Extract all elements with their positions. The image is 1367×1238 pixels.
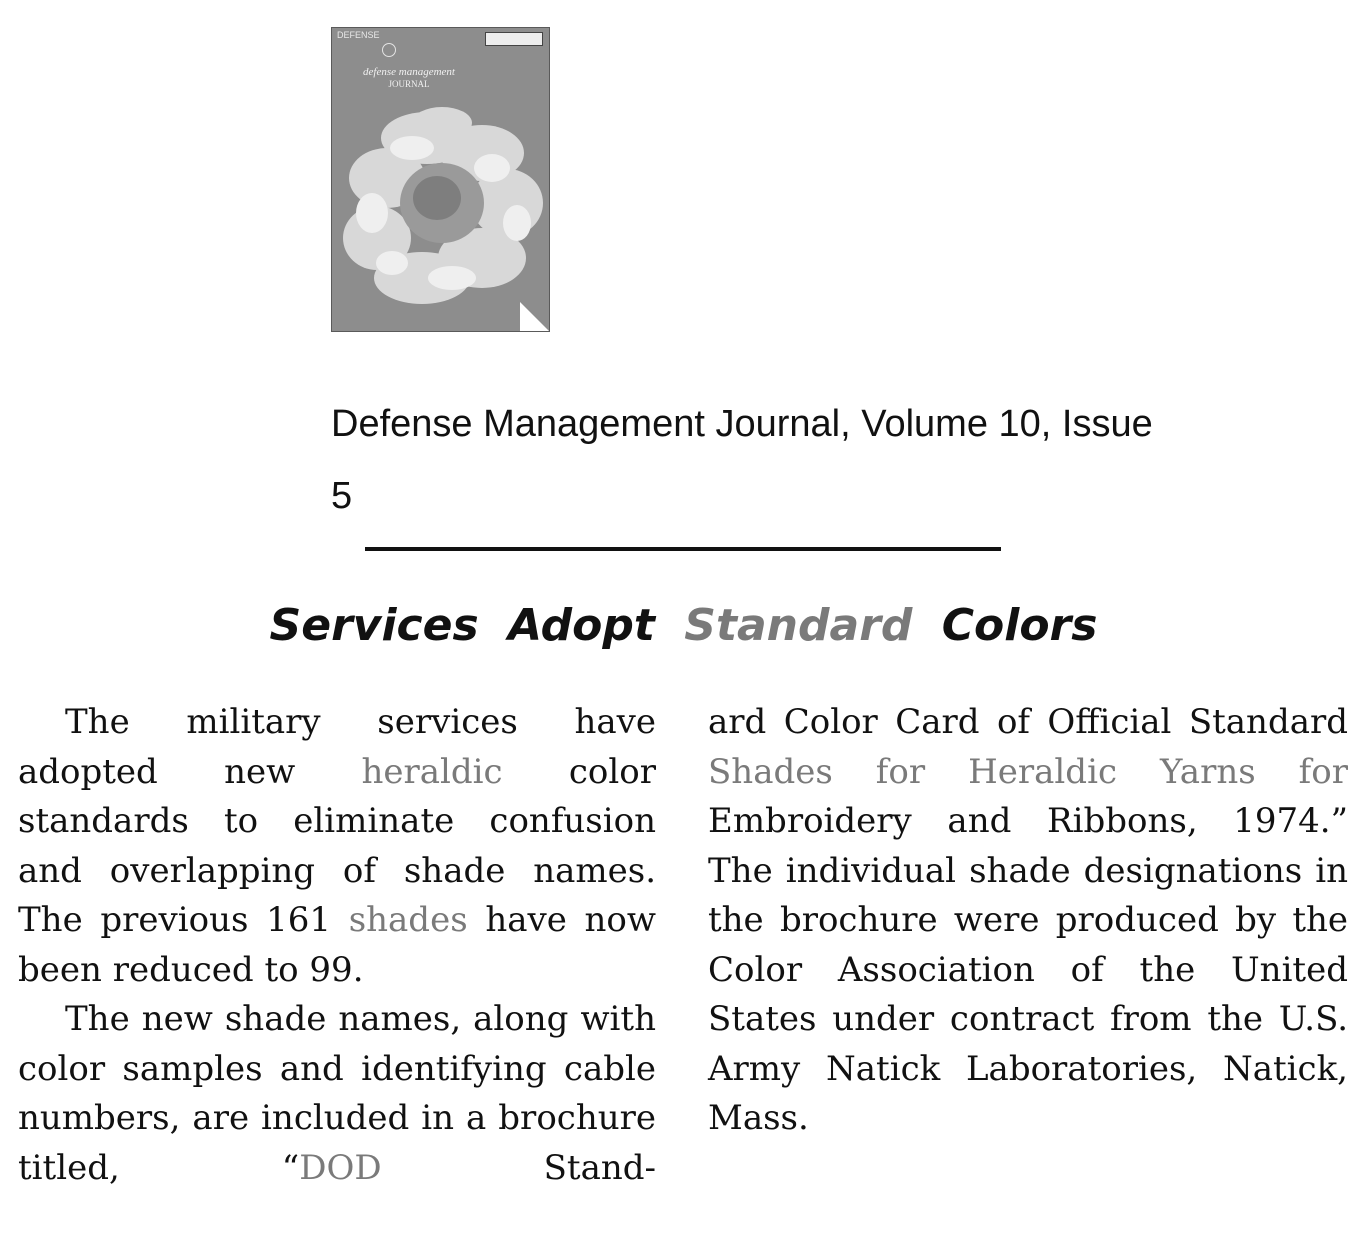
text-run: ard Color Card of Official Standard [708,702,1348,742]
article-paragraph [708,698,1348,1144]
text-run-faded: Shades for Heraldic Yarns for [708,751,1348,792]
article-column-right [708,698,1348,1144]
article-paragraph [18,995,656,1193]
text-run: Stand- [381,1147,656,1188]
journal-cover-image [331,27,550,332]
article-paragraph [18,698,656,995]
headline-word: Colors [941,600,1098,651]
cover-badge [485,32,543,46]
cover-title [338,66,480,90]
cover-title-sub: JOURNAL [388,79,430,89]
cover-title-main: defense management [363,66,455,78]
article-column-left [18,698,656,1193]
headline-word: Adopt [507,600,655,651]
divider-rule [365,547,1001,551]
headline-word-faded: Standard [684,600,913,651]
article-headline [0,600,1367,651]
text-run-faded: DOD [299,1147,382,1188]
cover-seal-icon [382,43,396,57]
text-run: Embroidery and Ribbons, 1974.” The individual shade designations in the brochure were produced by the Color Association of the United States under contract from the U.S. Army Natick Laboratories, Natick, Mass. [708,801,1348,1138]
headline-word: Services [269,600,479,651]
cover-top-label: DEFENSE [337,30,380,40]
text-run-faded: shades [348,900,468,940]
text-run: have now been reduced to 99. [18,900,656,990]
page-curl-icon [520,302,550,332]
book-caption[interactable]: Defense Management Journal, Volume 10, Issue 5 [331,403,1153,517]
text-run: The new shade names, along with color samples and identifying cable numbers, are included in a brochure titled, “ [18,999,656,1188]
text-run: color standards to eliminate confusion and overlapping of shade names. The previous 161 [18,751,656,940]
text-run-faded: heraldic [361,751,503,792]
text-run: The military services have adopted new [18,702,656,792]
